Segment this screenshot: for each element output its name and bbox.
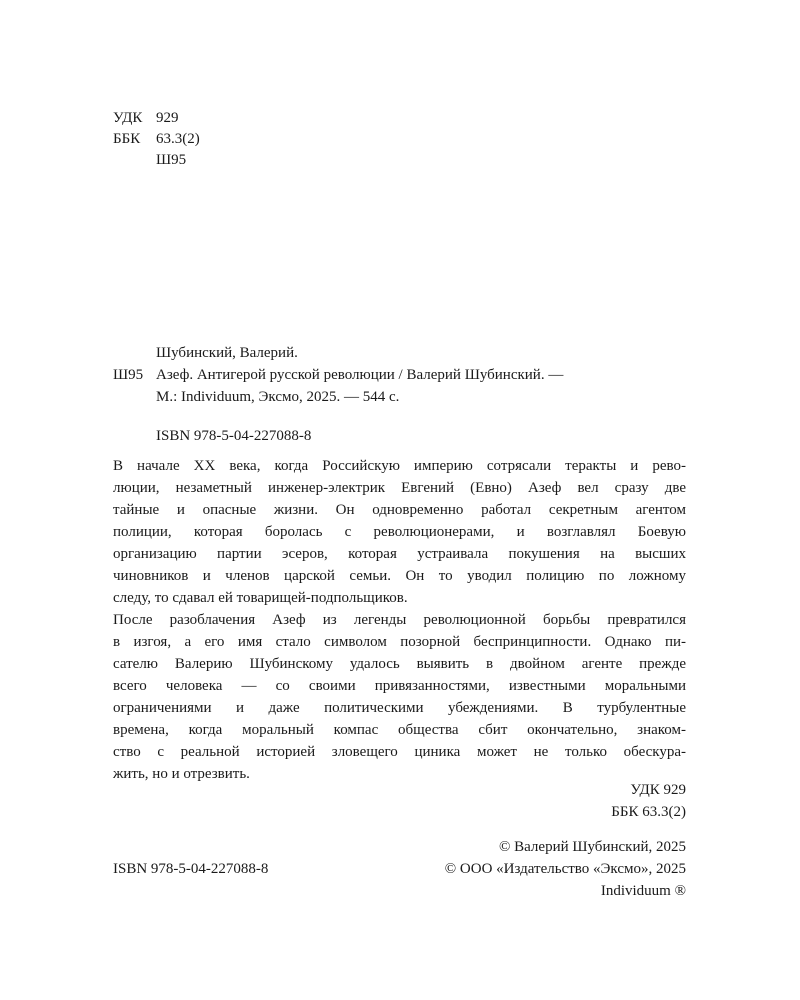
annotation-line: следу, то сдавал ей товарищей-подпольщиков.: [113, 590, 408, 606]
record-author-mark: Ш95: [113, 367, 144, 383]
annotation-line: люции, незаметный инженер-электрик Евгений (Евно) Азеф вел сразу две: [113, 480, 686, 496]
title-statement: Азеф. Антигерой русской революции / Валерий Шубинский. —: [156, 367, 564, 383]
udk-label: УДК: [113, 110, 143, 126]
author-mark-row: [113, 150, 200, 171]
udk-value: 929: [156, 110, 179, 126]
index-udk: УДК 929: [630, 782, 686, 798]
copyright-author: © Валерий Шубинский, 2025: [498, 839, 686, 855]
copyright-publisher: © ООО «Издательство «Эксмо», 2025: [444, 861, 686, 877]
annotation-line: чиновников и членов царской семьи. Он то уводил полицию по ложному: [113, 568, 686, 584]
annotation-line: После разоблачения Азеф из легенды революционной борьбы превратился: [113, 612, 686, 628]
author-mark: Ш95: [156, 152, 187, 168]
bbk-row: [113, 129, 200, 150]
annotation-line: тайные и опасные жизни. Он одновременно работал секретным агентом: [113, 502, 686, 518]
bbk-value: 63.3(2): [156, 131, 200, 147]
bibliographic-record: [113, 342, 673, 447]
imprint-line: М.: Individuum, Эксмо, 2025. — 544 с.: [156, 389, 400, 405]
title-line: [113, 364, 673, 386]
annotation-paragraph-2: [113, 609, 686, 785]
annotation-line: полиции, которая боролась с революционерами, и возглавлял Боевую: [113, 524, 686, 540]
footer-isbn: ISBN 978-5-04-227088-8: [113, 861, 269, 877]
annotation-line: В начале XX века, когда Российскую империю сотрясали теракты и рево-: [113, 458, 686, 474]
annotation-line: всего человека — со своими привязанностями, известными моральными: [113, 678, 686, 694]
udk-row: [113, 108, 200, 129]
annotation: [113, 455, 686, 785]
annotation-line: времена, когда моральный компас общества сбит окончательно, знаком-: [113, 722, 686, 738]
annotation-line: жить, но и отрезвить.: [113, 766, 250, 782]
annotation-paragraph-1: [113, 455, 686, 609]
bbk-label: ББК: [113, 131, 141, 147]
annotation-line: организацию партии эсеров, которая устраивала покушения на высших: [113, 546, 686, 562]
index-bottom: [611, 779, 686, 823]
annotation-line: ограничениями и даже политическими убеждениями. В турбулентные: [113, 700, 686, 716]
annotation-line: ство с реальной историей зловещего циника может не только обескура-: [113, 744, 686, 760]
index-bbk: ББК 63.3(2): [611, 804, 686, 820]
copyright-block: [445, 836, 686, 902]
annotation-line: сателю Валерию Шубинскому удалось выявить в двойном агенте прежде: [113, 656, 686, 672]
imprint-brand: Individuum ®: [600, 883, 686, 899]
annotation-line: в изгоя, а его имя стало символом позорной беспринципности. Однако пи-: [113, 634, 686, 650]
record-isbn: ISBN 978-5-04-227088-8: [156, 428, 312, 444]
author-heading: Шубинский, Валерий.: [156, 345, 298, 361]
classification-block: [113, 108, 200, 171]
